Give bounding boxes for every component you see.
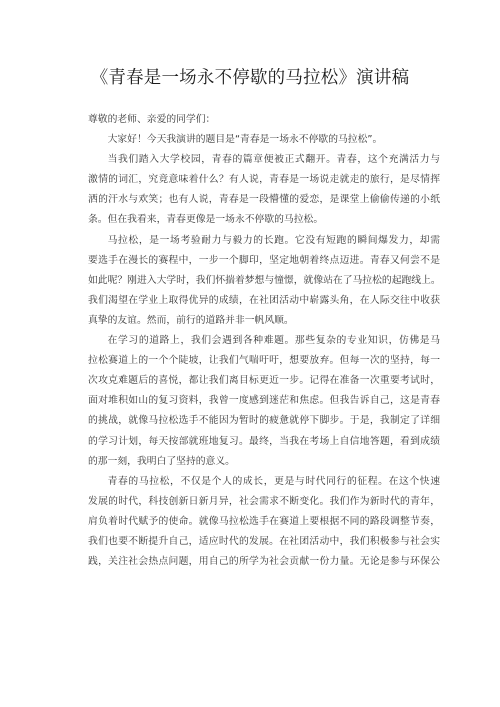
paragraph-line: 我们也要不断提升自己，适应时代的发展。在社团活动中，我们积极参与社会实 [88, 535, 440, 547]
paragraph-line: 要选手在漫长的赛程中，一步一个脚印，坚定地朝着终点迈进。青春又何尝不是 [88, 254, 440, 266]
paragraph-line: 面对堆积如山的复习资料，我曾一度感到迷茫和焦虑。但我告诉自己，这是青春 [88, 395, 440, 407]
paragraph-line: 拉松赛道上的一个个陡坡，让我们气喘吁吁，想要放弃。但每一次的坚持，每一 [88, 355, 440, 367]
paragraph-line: 如此呢？刚进入大学时，我们怀揣着梦想与憧憬，就像站在了马拉松的起跑线上。 [88, 274, 441, 286]
paragraph-line: 条。但在我看来，青春更像是一场永不停歇的马拉松。 [88, 214, 324, 226]
paragraph-line: 青春的马拉松，不仅是个人的成长，更是与时代同行的征程。在这个快速 [107, 475, 440, 487]
paragraph-line: 洒的汗水与欢笑；也有人说，青春是一段懵懂的爱恋，是课堂上偷偷传递的小纸 [88, 194, 440, 206]
document-title: 《青春是一场永不停歇的马拉松》演讲稿 [90, 68, 410, 88]
paragraph-line: 当我们踏入大学校园，青春的篇章便被正式翻开。青春，这个充满活力与 [107, 154, 440, 166]
salutation-line: 尊敬的老师、亲爱的同学们： [88, 114, 216, 125]
paragraph-line: 真挚的友谊。然而，前行的道路并非一帆风顺。 [88, 314, 294, 326]
paragraph-line: 肩负着时代赋予的使命。就像马拉松选手在赛道上要根据不同的路段调整节奏， [88, 515, 440, 527]
paragraph-line: 激情的词汇，究竟意味着什么？有人说，青春是一场说走就走的旅行，是尽情挥 [88, 174, 440, 186]
paragraph-line: 的学习计划，每天按部就班地复习。最终，当我在考场上自信地答题，看到成绩 [88, 435, 440, 447]
paragraph-line: 马拉松，是一场考验耐力与毅力的长跑。它没有短跑的瞬间爆发力，却需 [107, 234, 440, 246]
paragraph-line: 发展的时代，科技创新日新月异，社会需求不断变化。我们作为新时代的青年， [88, 495, 440, 507]
document-body [88, 110, 440, 572]
paragraph-line: 大家好！今天我演讲的题目是“青春是一场永不停歇的马拉松”。 [107, 134, 383, 146]
paragraph-line: 次攻克难题后的喜悦，都让我们离目标更近一步。记得在准备一次重要考试时， [88, 375, 440, 387]
paragraph-line: 的挑战，就像马拉松选手不能因为暂时的疲惫就停下脚步。于是，我制定了详细 [88, 415, 440, 427]
paragraph-line: 践，关注社会热点问题，用自己的所学为社会贡献一份力量。无论是参与环保公 [88, 556, 440, 568]
paragraph-line: 在学习的道路上，我们会遇到各种难题。那些复杂的专业知识，仿佛是马 [107, 335, 440, 347]
paragraph-line: 我们渴望在学业上取得优异的成绩，在社团活动中崭露头角，在人际交往中收获 [88, 294, 440, 306]
paragraph-line: 的那一刻，我明白了坚持的意义。 [88, 455, 235, 467]
